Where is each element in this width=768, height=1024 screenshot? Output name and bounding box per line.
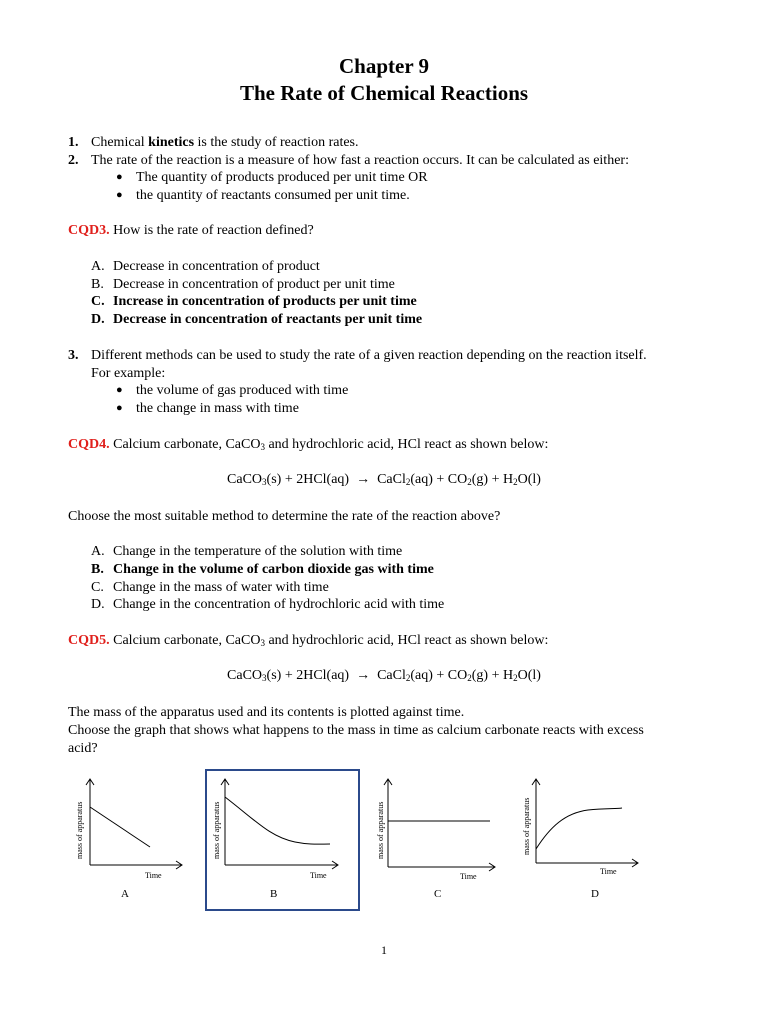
x-axis-label: Time bbox=[145, 871, 162, 880]
graph-option-b[interactable] bbox=[210, 775, 340, 885]
point-3-text: For example: bbox=[91, 366, 166, 381]
point-number: 2. bbox=[68, 153, 79, 168]
option-letter: B. bbox=[91, 277, 104, 292]
y-axis-label: mass of apparatus bbox=[376, 801, 385, 859]
graph-c-plot bbox=[375, 775, 500, 885]
option-text: Change in the concentration of hydrochloric acid with time bbox=[113, 597, 445, 612]
point-3-text: Different methods can be used to study the rate of a given reaction depending on the reaction itself. bbox=[91, 348, 647, 363]
option-text: Decrease in concentration of product bbox=[113, 259, 320, 274]
point-2-text: The rate of the reaction is a measure of how fast a reaction occurs. It can be calculated as either: bbox=[91, 153, 629, 168]
graph-letter: B bbox=[270, 888, 278, 900]
bullet-icon: ● bbox=[116, 384, 123, 396]
data-curve bbox=[536, 808, 622, 849]
option-text: Change in the temperature of the solution with time bbox=[113, 544, 403, 559]
chemical-equation: CaCO$_3$(s) + 2HCl(aq) → CaCl$_2$(aq) + $CO_2(g) + H_2O(l)$ bbox=[227, 668, 541, 683]
graph-letter: A bbox=[121, 888, 129, 900]
bullet-text: the volume of gas produced with time bbox=[136, 383, 349, 398]
option-letter: D. bbox=[91, 597, 105, 612]
x-axis-label: Time bbox=[600, 867, 617, 876]
graph-letter: C bbox=[434, 888, 442, 900]
graph-option-c[interactable] bbox=[375, 775, 500, 885]
bullet-icon: ● bbox=[116, 171, 123, 183]
point-1-text: Chemical kinetics is the study of reaction rates. bbox=[91, 135, 359, 150]
option-text-correct: Decrease in concentration of reactants per unit time bbox=[113, 312, 423, 327]
question-label: CQD4. bbox=[68, 437, 110, 452]
graph-d-plot bbox=[520, 775, 645, 885]
option-letter: C. bbox=[91, 294, 105, 309]
question-prompt: Choose the most suitable method to determine the rate of the reaction above? bbox=[68, 509, 501, 524]
arrow-icon: → bbox=[356, 668, 371, 683]
question-cqd4: CQD4. Calcium carbonate, CaCO$_3$ and hydrochloric acid, HCl react as shown below: bbox=[68, 437, 549, 452]
question-prompt: Choose the graph that shows what happens to the mass in time as calcium carbonate reacts with excess bbox=[68, 723, 644, 738]
graph-option-d[interactable] bbox=[520, 775, 645, 885]
bullet-text: the change in mass with time bbox=[136, 401, 299, 416]
question-prompt: acid? bbox=[68, 741, 98, 756]
question-label: CQD5. bbox=[68, 633, 110, 648]
point-number: 3. bbox=[68, 348, 79, 363]
option-letter: A. bbox=[91, 259, 105, 274]
option-letter: D. bbox=[91, 312, 105, 327]
data-curve bbox=[225, 797, 330, 844]
graph-option-a[interactable] bbox=[70, 775, 190, 885]
question-cqd5: CQD5. Calcium carbonate, CaCO$_3$ and hydrochloric acid, HCl react as shown below: bbox=[68, 633, 549, 648]
graph-b-plot bbox=[210, 775, 340, 885]
y-axis-label: mass of apparatus bbox=[212, 801, 221, 859]
y-axis-label: mass of apparatus bbox=[522, 797, 531, 855]
option-letter: C. bbox=[91, 580, 104, 595]
x-axis-label: Time bbox=[310, 871, 327, 880]
x-axis-label: Time bbox=[460, 872, 477, 881]
option-letter: B. bbox=[91, 562, 104, 577]
bullet-icon: ● bbox=[116, 402, 123, 414]
chemical-equation: CaCO$_3$(s) + 2HCl(aq) → CaCl$_2$(aq) + $CO_2(g) + H_2O(l)$ bbox=[227, 472, 541, 487]
graph-a-plot bbox=[70, 775, 190, 885]
y-axis-label: mass of apparatus bbox=[75, 801, 84, 859]
graph-letter: D bbox=[591, 888, 599, 900]
arrow-icon: → bbox=[356, 472, 371, 487]
bullet-icon: ● bbox=[116, 189, 123, 201]
page-number: 1 bbox=[381, 943, 387, 957]
chapter-heading: Chapter 9 bbox=[338, 54, 430, 78]
option-text: Change in the mass of water with time bbox=[113, 580, 329, 595]
question-label: CQD3. bbox=[68, 223, 110, 238]
bullet-text: the quantity of reactants consumed per unit time. bbox=[136, 188, 410, 203]
option-text: Decrease in concentration of product per unit time bbox=[113, 277, 395, 292]
page-title: The Rate of Chemical Reactions bbox=[239, 81, 529, 105]
option-text-correct: Increase in concentration of products per unit time bbox=[113, 294, 417, 309]
question-prompt: The mass of the apparatus used and its contents is plotted against time. bbox=[68, 705, 465, 720]
bullet-text: The quantity of products produced per unit time OR bbox=[136, 170, 428, 185]
option-text-correct: Change in the volume of carbon dioxide gas with time bbox=[113, 562, 434, 577]
question-cqd3: CQD3. How is the rate of reaction defined? bbox=[68, 223, 314, 238]
data-line bbox=[90, 807, 150, 847]
option-letter: A. bbox=[91, 544, 105, 559]
point-number: 1. bbox=[68, 135, 79, 150]
